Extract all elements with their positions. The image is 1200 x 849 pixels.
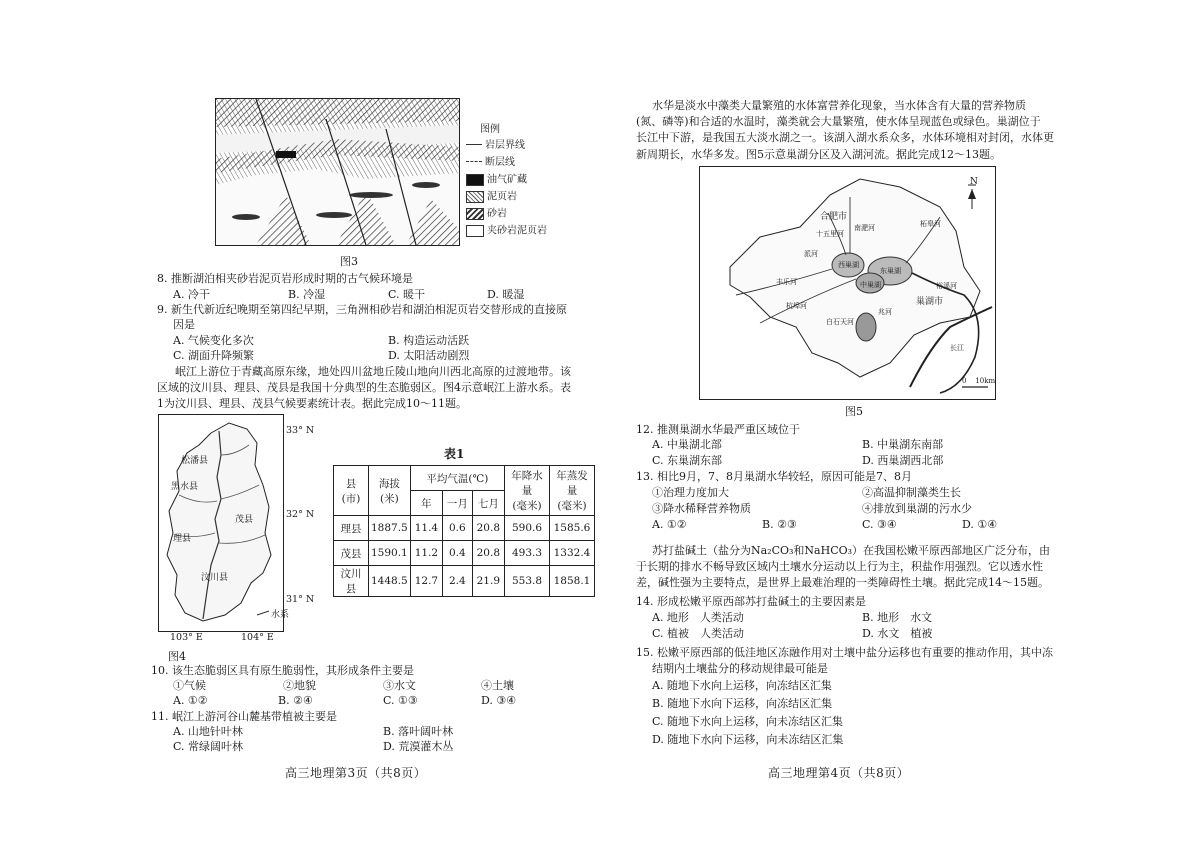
q8-option-b[interactable]: B. 冷湿 (288, 288, 326, 301)
fig5-north-arrow: N (970, 177, 978, 187)
fig5-river-zhao: 兆河 (878, 308, 892, 316)
question-10-stem: 10. 该生态脆弱区具有原生脆弱性，其形成条件主要是 (151, 664, 414, 677)
legend-item-mudshale: 泥页岩 (466, 191, 517, 204)
question-11-stem: 11. 岷江上游河谷山麓基带植被主要是 (151, 710, 337, 723)
footer-page-4: 高三地理第4页（共8页） (768, 766, 910, 780)
fig5-river-yuxi: 裕溪河 (936, 282, 957, 290)
q11-option-b[interactable]: B. 落叶阔叶林 (383, 725, 454, 738)
fig5-river-shiwuli: 十五里河 (816, 230, 844, 238)
q14-option-c[interactable]: C. 植被 人类活动 (652, 627, 745, 640)
q13-item-4: ④排放到巢湖的污水少 (862, 502, 972, 515)
fig4-lat-31: 31° N (286, 594, 315, 605)
th-altitude: 海拔 (米) (369, 466, 411, 516)
th-january: 一月 (443, 491, 473, 516)
th-year: 年 (410, 491, 442, 516)
q14-option-a[interactable]: A. 地形 人类活动 (652, 611, 744, 624)
fig4-lon-103: 103° E (170, 632, 203, 643)
q12-option-d[interactable]: D. 西巢湖西北部 (862, 454, 944, 467)
q15-option-c[interactable]: C. 随地下水向上运移，向未冻结区汇集 (652, 715, 844, 728)
q13-item-1: ①治理力度加大 (652, 486, 729, 499)
q13-item-3: ③降水稀释营养物质 (652, 502, 751, 515)
q13-option-c[interactable]: C. ③④ (862, 518, 897, 531)
fig5-river-baishitian: 白石天河 (826, 318, 854, 326)
footer-page-3: 高三地理第3页（共8页） (285, 766, 427, 780)
legend-item-sandy-mudshale: 夹砂岩泥页岩 (466, 225, 547, 238)
q13-option-d[interactable]: D. ①④ (962, 518, 998, 531)
q10-option-c[interactable]: C. ①③ (383, 694, 418, 707)
passage-minjiang-line2: 区域的汶川县、理县、茂县是我国十分典型的生态脆弱区。图4示意岷江上游水系。表 (157, 381, 571, 394)
passage-minjiang-line3: 1为汶川县、理县、茂县气候要素统计表。据此完成10～11题。 (157, 397, 467, 410)
fig5-river-pai: 派河 (804, 250, 818, 258)
fig5-zone-east: 东巢湖 (880, 267, 901, 275)
figure-3-geologic-section (215, 98, 460, 246)
figure-4-minjiang-map (158, 414, 290, 632)
fig5-river-fengle: 丰乐河 (776, 278, 797, 286)
q10-item-4: ④土壤 (481, 679, 514, 692)
q10-item-2: ②地貌 (283, 679, 316, 692)
question-13-stem: 13. 相比9月，7、8月巢湖水华较轻，原因可能是7、8月 (636, 470, 912, 483)
table-row: 理县 1887.5 11.4 0.6 20.8 590.6 1585.6 (334, 516, 595, 541)
question-14-stem: 14. 形成松嫩平原西部苏打盐碱土的主要因素是 (636, 595, 866, 608)
q13-option-a[interactable]: A. ①② (652, 518, 687, 531)
fig4-label-heishui: 黑水县 (171, 482, 199, 492)
q10-item-3: ③水文 (383, 679, 416, 692)
q15-option-d[interactable]: D. 随地下水向下运移，向未冻结区汇集 (652, 733, 844, 746)
q13-item-2: ②高温抑制藻类生长 (862, 486, 961, 499)
figure-5-caption: 图5 (845, 405, 863, 418)
q10-item-1: ①气候 (173, 679, 206, 692)
table-row: 汶川县 1448.5 12.7 2.4 21.9 553.8 1858.1 (334, 566, 595, 597)
legend-item-sandstone: 砂岩 (466, 208, 507, 221)
figure-3-legend (466, 124, 576, 248)
passage-minjiang-line1: 岷江上游位于青藏高原东缘，地处四川盆地丘陵山地向川西北高原的过渡地带。该 (175, 365, 571, 378)
q8-option-d[interactable]: D. 暖湿 (487, 288, 525, 301)
fig4-lon-104: 104° E (241, 632, 274, 643)
fig4-label-maoxian: 茂县 (235, 515, 254, 525)
question-8-stem: 8. 推断湖泊相夹砂岩泥页岩形成时期的古气候环境是 (157, 272, 413, 285)
passage-chaohu-line1: 水华是淡水中藻类大量繁殖的水体富营养化现象，当水体含有大量的营养物质 (652, 99, 1026, 112)
q9-option-b[interactable]: B. 构造运动活跃 (388, 334, 470, 347)
legend-item-strata-boundary: 岩层界线 (466, 140, 525, 152)
fig4-label-songpan: 松潘县 (181, 456, 209, 466)
q12-option-c[interactable]: C. 东巢湖东部 (652, 454, 723, 467)
q15-option-a[interactable]: A. 随地下水向上运移，向冻结区汇集 (652, 679, 832, 692)
fig5-scale-bar: 0 10km (962, 377, 996, 385)
question-9-stem-cont: 因是 (173, 318, 195, 331)
fig4-label-lixian: 理县 (173, 534, 192, 544)
th-temperature: 平均气温(℃) (410, 466, 504, 491)
q14-option-b[interactable]: B. 地形 水文 (862, 611, 933, 624)
figure-3-caption: 图3 (340, 255, 358, 268)
q12-option-b[interactable]: B. 中巢湖东南部 (862, 438, 944, 451)
th-evaporation: 年蒸发量 (毫米) (550, 466, 595, 516)
figure-5-chaohu-map (699, 166, 996, 400)
q11-option-d[interactable]: D. 荒漠灌木丛 (383, 740, 454, 753)
passage-chaohu-line2: (氮、磷等)和合适的水温时，藻类就会大量繁殖，使水体呈现蓝色或绿色。巢湖位于 (636, 115, 1041, 128)
fig5-river-changjiang: 长江 (950, 344, 964, 352)
q8-option-a[interactable]: A. 冷干 (173, 288, 210, 301)
q8-option-c[interactable]: C. 暖干 (388, 288, 426, 301)
q9-option-c[interactable]: C. 湖面升降频繁 (173, 349, 255, 362)
q12-option-a[interactable]: A. 中巢湖北部 (652, 438, 722, 451)
fig5-zone-west: 西巢湖 (838, 261, 859, 269)
table-1-climate (333, 465, 595, 597)
geologic-section-drawing (216, 99, 459, 245)
legend-item-oil-gas: 油气矿藏 (466, 174, 527, 187)
q15-option-b[interactable]: B. 随地下水向下运移，向冻结区汇集 (652, 697, 833, 710)
figure-4-caption: 图4 (168, 650, 186, 663)
fig5-zone-central: 中巢湖 (860, 281, 881, 289)
q11-option-a[interactable]: A. 山地针叶林 (173, 725, 243, 738)
fig5-river-hangbu: 杭埠河 (786, 302, 807, 310)
question-15-stem: 15. 松嫩平原西部的低洼地区冻融作用对土壤中盐分运移也有重要的推动作用，其中冻 (636, 646, 1053, 659)
question-12-stem: 12. 推测巢湖水华最严重区域位于 (636, 423, 800, 436)
passage-saline-line3: 差，碱性强为主要特点，是世界上最难治理的一类障碍性土壤。据此完成14～15题。 (636, 576, 1049, 589)
passage-chaohu-line4: 新周期长，水华多发。图5示意巢湖分区及入湖河流。据此完成12～13题。 (636, 148, 1001, 161)
passage-saline-line1: 苏打盐碱土（盐分为Na₂CO₃和NaHCO₃）在我国松嫩平原西部地区广泛分布，由 (652, 544, 1051, 557)
question-15-stem-cont: 结期内土壤盐分的移动规律最可能是 (652, 662, 828, 675)
q13-option-b[interactable]: B. ②③ (762, 518, 797, 531)
passage-chaohu-line3: 长江中下游，是我国五大淡水湖之一。该湖入湖水系众多，水体环境相对封闭，水体更 (636, 131, 1054, 144)
fig4-legend-river: 水系 (271, 610, 290, 620)
fig4-label-wenchuan: 汶川县 (201, 573, 229, 583)
q10-option-a[interactable]: A. ①② (173, 694, 208, 707)
question-9-stem: 9. 新生代新近纪晚期至第四纪早期，三角洲相砂岩和湖泊相泥页岩交替形成的直接原 (157, 303, 567, 316)
table-1-title: 表1 (444, 447, 465, 461)
q14-option-d[interactable]: D. 水文 植被 (862, 627, 933, 640)
th-county: 县 (市) (334, 466, 369, 516)
th-precipitation: 年降水量 (毫米) (505, 466, 550, 516)
fig5-city-chaohu: 巢湖市 (916, 297, 944, 307)
q10-option-b[interactable]: B. ②④ (278, 694, 313, 707)
th-july: 七月 (472, 491, 504, 516)
passage-saline-line2: 于长期的排水不畅导致区域内土壤水分运动以上行为主，积盐作用强烈。它以透水性 (636, 560, 1043, 573)
fig5-river-nanfei: 南淝河 (854, 224, 875, 232)
q10-option-d[interactable]: D. ③④ (481, 694, 517, 707)
fig5-river-zhegao: 柘皋河 (920, 220, 941, 228)
q9-option-a[interactable]: A. 气候变化多次 (173, 334, 254, 347)
fig4-lat-33: 33° N (286, 425, 315, 436)
legend-item-fault-line: 断层线 (466, 157, 515, 169)
legend-title: 图例 (480, 124, 500, 135)
table-row: 茂县 1590.1 11.2 0.4 20.8 493.3 1332.4 (334, 541, 595, 566)
fig4-lat-32: 32° N (286, 509, 315, 520)
q9-option-d[interactable]: D. 太阳活动剧烈 (388, 349, 470, 362)
fig5-city-hefei: 合肥市 (820, 212, 848, 222)
q11-option-c[interactable]: C. 常绿阔叶林 (173, 740, 244, 753)
minjiang-basin-drawing (159, 415, 283, 631)
